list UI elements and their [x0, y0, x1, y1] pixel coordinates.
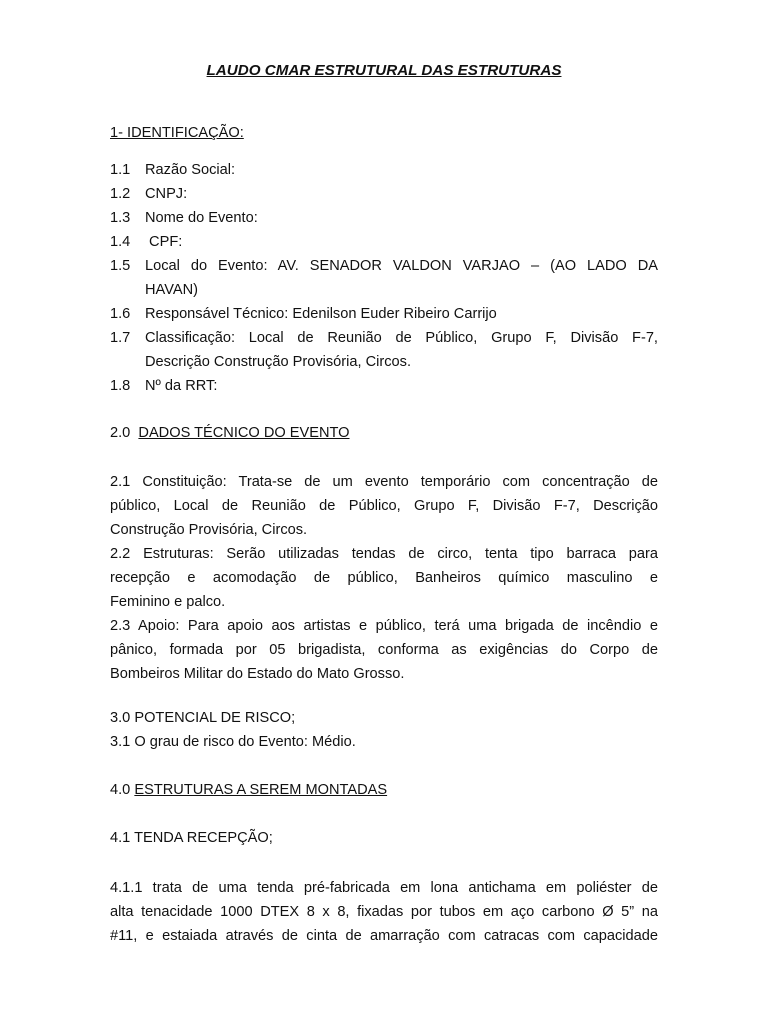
- item-1-6: [110, 302, 658, 326]
- paragraph-line: pânico, formada por 05 brigadista, conforma as exigências do Corpo de: [110, 642, 658, 658]
- item-text-line: HAVAN): [145, 282, 198, 298]
- paragraph-line: 2.2 Estruturas: Serão utilizadas tendas de circo, tenta tipo barraca para: [110, 546, 658, 562]
- paragraph-2-2: [110, 542, 658, 614]
- item-1-4: [110, 230, 658, 254]
- item-number: 1.6: [110, 306, 131, 322]
- item-1-8: [110, 374, 658, 398]
- item-1-2: [110, 182, 658, 206]
- item-text: CPF:: [145, 234, 183, 250]
- paragraph-4-1-1: [110, 876, 658, 948]
- section-title: ESTRUTURAS A SEREM MONTADAS: [134, 782, 388, 798]
- paragraph-line: Construção Provisória, Circos.: [110, 522, 308, 538]
- item-text-line: Local do Evento: AV. SENADOR VALDON VARJAO – (AO LADO DA: [145, 258, 658, 274]
- item-number: 1.7: [110, 330, 131, 346]
- section-1-heading: 1- IDENTIFICAÇÃO:: [110, 125, 244, 141]
- item-text: Razão Social:: [145, 162, 236, 178]
- paragraph-line: alta tenacidade 1000 DTEX 8 x 8, fixadas por tubos em aço carbono Ø 5” na: [110, 904, 658, 920]
- item-1-5: [110, 254, 658, 302]
- section-number: 2.0: [110, 425, 131, 441]
- item-text: [145, 254, 658, 302]
- paragraph-line: Feminino e palco.: [110, 594, 226, 610]
- item-number: 1.2: [110, 186, 131, 202]
- section-title: DADOS TÉCNICO DO EVENTO: [138, 425, 350, 441]
- paragraph-line: #11, e estaiada através de cinta de amarração com catracas com capacidade: [110, 928, 658, 944]
- item-text: Nº da RRT:: [145, 378, 218, 394]
- item-text-line: Classificação: Local de Reunião de Público, Grupo F, Divisão F-7,: [145, 330, 658, 346]
- section-3-heading: 3.0 POTENCIAL DE RISCO;: [110, 710, 296, 726]
- paragraph-line: Bombeiros Militar do Estado do Mato Grosso.: [110, 666, 405, 682]
- paragraph-line: 2.1 Constituição: Trata-se de um evento temporário com concentração de: [110, 474, 658, 490]
- item-1-1: [110, 158, 658, 182]
- item-text-line: Descrição Construção Provisória, Circos.: [145, 354, 412, 370]
- section-4-heading: [110, 782, 387, 798]
- item-number: 1.5: [110, 258, 131, 274]
- item-text: CNPJ:: [145, 186, 188, 202]
- section-number: 4.0: [110, 782, 131, 798]
- item-1-7: [110, 326, 658, 374]
- item-1-3: [110, 206, 658, 230]
- item-text: [145, 326, 658, 374]
- paragraph-3-1: 3.1 O grau de risco do Evento: Médio.: [110, 734, 356, 750]
- item-number: 1.3: [110, 210, 131, 226]
- document-title: LAUDO CMAR ESTRUTURAL DAS ESTRUTURAS: [206, 62, 562, 79]
- item-number: 1.1: [110, 162, 131, 178]
- paragraph-2-1: [110, 470, 658, 542]
- paragraph-line: 2.3 Apoio: Para apoio aos artistas e público, terá uma brigada de incêndio e: [110, 618, 658, 634]
- item-number: 1.4: [110, 234, 131, 250]
- paragraph-line: público, Local de Reunião de Público, Grupo F, Divisão F-7, Descrição: [110, 498, 658, 514]
- paragraph-line: recepção e acomodação de público, Banheiros químico masculino e: [110, 570, 658, 586]
- section-2-heading: [110, 425, 350, 441]
- paragraph-line: 4.1.1 trata de uma tenda pré-fabricada em lona antichama em poliéster de: [110, 880, 658, 896]
- subsection-4-1-heading: 4.1 TENDA RECEPÇÃO;: [110, 830, 273, 846]
- item-text: Responsável Técnico: Edenilson Euder Ribeiro Carrijo: [145, 306, 497, 322]
- paragraph-2-3: [110, 614, 658, 686]
- item-number: 1.8: [110, 378, 131, 394]
- item-text: Nome do Evento:: [145, 210, 258, 226]
